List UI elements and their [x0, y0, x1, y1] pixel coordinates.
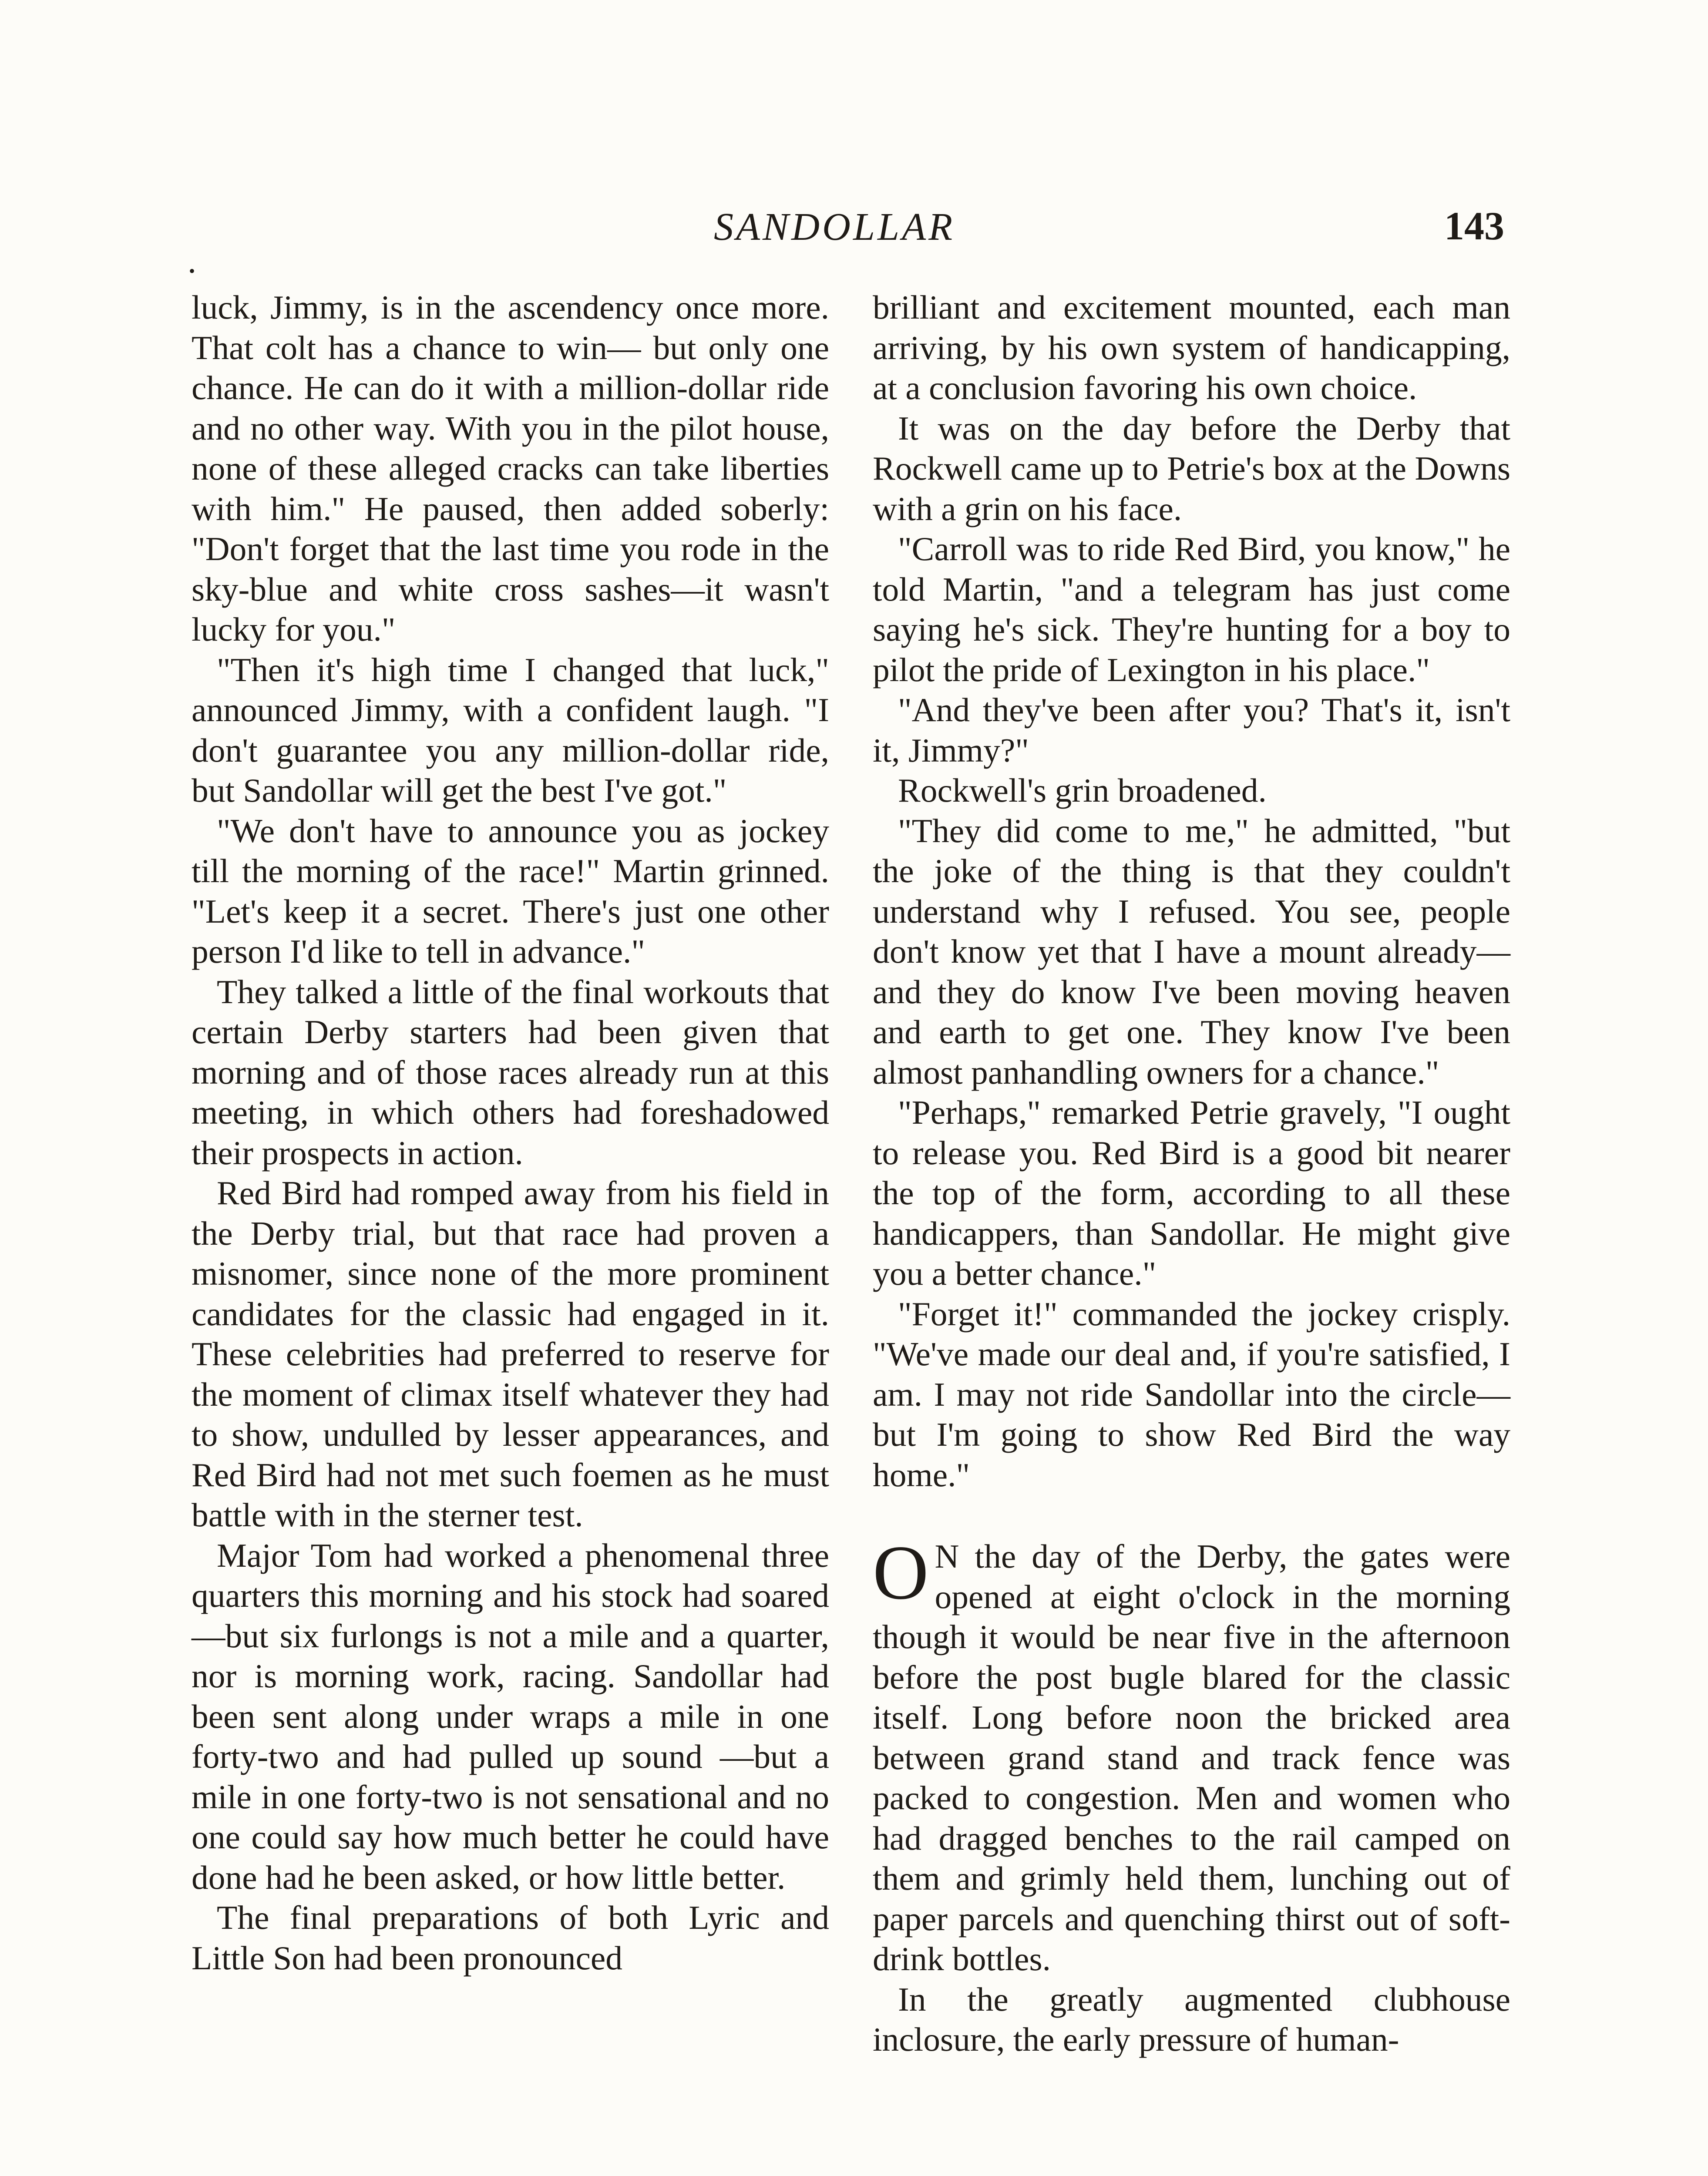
paragraph: "We don't have to announce you as jockey till the morning of the race!" Martin grinned. "Let's keep it a secret. There's just one other person I'd like to tell in advance."	[192, 812, 829, 970]
paragraph: "Forget it!" commanded the jockey crisply. "We've made our deal and, if you're satisfied, I am. I may not ride Sandollar into the circle—but I'm going to show Red Bird the way home."	[873, 1295, 1510, 1494]
paragraph: It was on the day before the Derby that Rockwell came up to Petrie's box at the Downs with a grin on his face.	[873, 409, 1510, 527]
section-opening-paragraph	[873, 1529, 1510, 1979]
paragraph: In the greatly augmented clubhouse inclosure, the early pressure of human-	[873, 1980, 1510, 2058]
section-break	[873, 1495, 1510, 1536]
paragraph: Rockwell's grin broadened.	[898, 772, 1267, 809]
page-number: 143	[1444, 204, 1504, 248]
drop-cap: O	[873, 1529, 929, 1615]
printer-mark: •	[189, 261, 195, 281]
paragraph: luck, Jimmy, is in the ascendency once more. That colt has a chance to win— but only one chance. He can do it with a million-dollar ride and no other way. With you in the pilot house, none of these alleged cracks can take liberties with him." He paused, then added soberly: "Don't forget that the last time you rode in the sky-blue and white cross sashes—it wasn't lucky for you."	[192, 289, 829, 648]
paragraph: Major Tom had worked a phenomenal three quarters this morning and his stock had soared—but six furlongs is not a mile and a quarter, nor is morning work, racing. Sandollar had been sent along under wraps a mile in one forty-two and had pulled up sound —but a mile in one forty-two is not sensational and no one could say how much better he could have done had he been asked, or how little better.	[192, 1536, 829, 1896]
paragraph: "And they've been after you? That's it, isn't it, Jimmy?"	[873, 691, 1510, 769]
running-title: SANDOLLAR	[714, 205, 955, 248]
section-opening-text: N the day of the Derby, the gates were opened at eight o'clock in the morning though it would be near five in the afternoon before the post bugle blared for the classic itself. Long before noon the bricked area between grand stand and track fence was packed to congestion. Men and women who had dragged benches to the rail camped on them and grimly held them, lunching out of paper parcels and quenching thirst out of soft-drink bottles.	[873, 1538, 1510, 1978]
right-column	[873, 287, 1510, 2060]
paragraph: "They did come to me," he admitted, "but the joke of the thing is that they couldn't understand why I refused. You see, people don't know yet that I have a mount already—and they do know I've been moving heaven and earth to get one. They know I've been almost panhandling owners for a chance."	[873, 812, 1510, 1091]
paragraph: The final preparations of both Lyric and Little Son had been pronounced	[192, 1899, 829, 1977]
paragraph: brilliant and excitement mounted, each man arriving, by his own system of handicapping, at a conclusion favoring his own choice.	[873, 289, 1510, 406]
paragraph: They talked a little of the final workouts that certain Derby starters had been given that morning and of those races already run at this meeting, in which others had foreshadowed their prospects in action.	[192, 973, 829, 1172]
left-column	[192, 287, 829, 1978]
paragraph: "Carroll was to ride Red Bird, you know," he told Martin, "and a telegram has just come saying he's sick. They're hunting for a boy to pilot the pride of Lexington in his place."	[873, 530, 1510, 688]
paragraph: "Perhaps," remarked Petrie gravely, "I ought to release you. Red Bird is a good bit nearer the top of the form, according to all these handicappers, than Sandollar. He might give you a better chance."	[873, 1094, 1510, 1292]
paragraph: "Then it's high time I changed that luck," announced Jimmy, with a confident laugh. "I don't guarantee you any million-dollar ride, but Sandollar will get the best I've got."	[192, 651, 829, 809]
running-header	[0, 205, 1708, 261]
paragraph: Red Bird had romped away from his field in the Derby trial, but that race had proven a misnomer, since none of the more prominent candidates for the classic had engaged in it. These celebrities had preferred to reserve for the moment of climax itself whatever they had to show, undulled by lesser appearances, and Red Bird had not met such foemen as he must battle with in the sterner test.	[192, 1174, 829, 1534]
